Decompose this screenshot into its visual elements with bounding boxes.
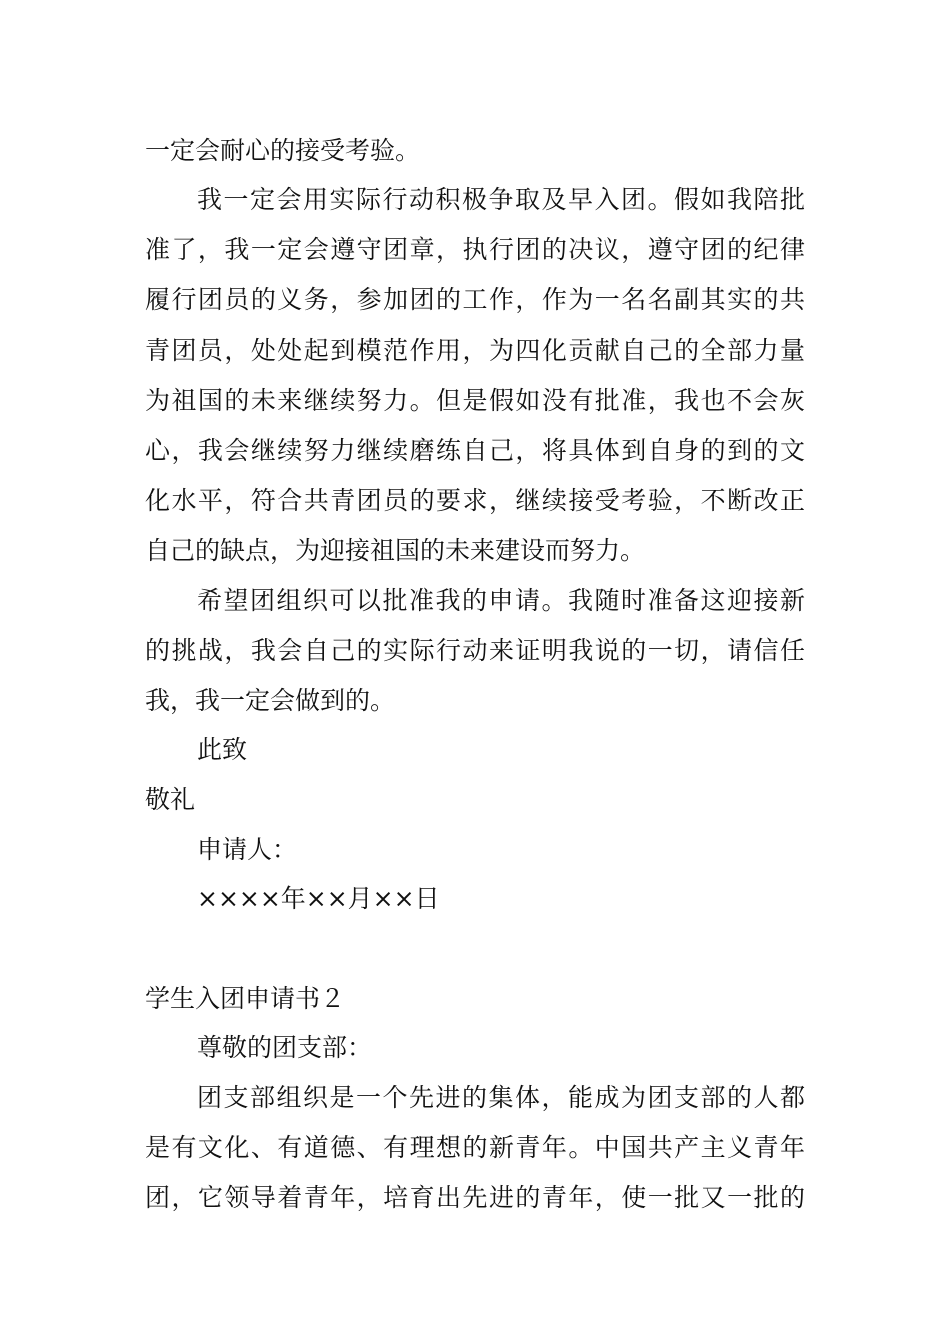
paragraph-first-line: 我一定会用实际行动积极争取及早入团。假如我陪批 [197,185,805,214]
body-line: 青团员，处处起到模范作用，为四化贡献自己的全部力量 [145,336,805,365]
date-line: ××××年××月××日 [197,884,440,913]
paragraph-first-line: 团支部组织是一个先进的集体，能成为团支部的人都 [197,1083,805,1112]
body-line: 我，我一定会做到的。 [145,686,396,715]
greeting: 尊敬的团支部： [197,1033,373,1062]
body-line: 的挑战，我会自己的实际行动来证明我说的一切，请信任 [145,636,805,665]
paragraph-first-line: 希望团组织可以批准我的申请。我随时准备这迎接新 [197,586,805,615]
closing-salutation: 此致 [197,735,248,764]
body-line: 履行团员的义务，参加团的工作，作为一名名副其实的共 [145,285,805,314]
applicant-label: 申请人： [197,835,298,864]
body-line: 化水平，符合共青团员的要求，继续接受考验，不断改正 [145,486,805,515]
body-line: 团，它领导着青年，培育出先进的青年，使一批又一批的 [145,1183,805,1212]
section-title: 学生入团申请书２ [145,984,346,1013]
body-line: 为祖国的未来继续努力。但是假如没有批准，我也不会灰 [145,386,805,415]
body-line: 是有文化、有道德、有理想的新青年。中国共产主义青年 [145,1133,805,1162]
body-line: 一定会耐心的接受考验。 [145,136,421,165]
body-line: 心，我会继续努力继续磨练自己，将具体到自身的到的文 [145,436,805,465]
body-line: 准了，我一定会遵守团章，执行团的决议，遵守团的纪律 [145,235,805,264]
closing-regards: 敬礼 [145,785,196,814]
body-line: 自己的缺点，为迎接祖国的未来建设而努力。 [145,536,646,565]
